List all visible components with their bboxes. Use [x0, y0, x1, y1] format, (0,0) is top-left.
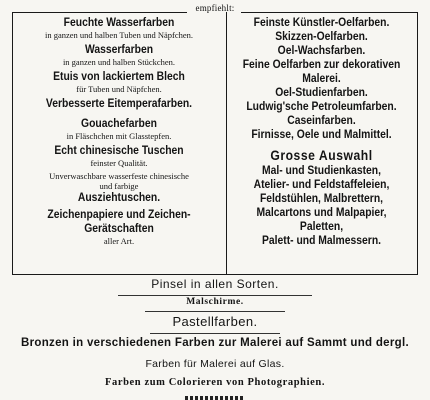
product-title: Gouachefarben — [81, 118, 157, 130]
product-title: Feinste Künstler-Oelfarben. — [253, 17, 390, 29]
left-column — [13, 16, 225, 246]
product-title: Verbesserte Eitemperafarben. — [45, 98, 193, 110]
list-item: Malcartons und Malpapier, — [256, 207, 387, 219]
photo-line: Farben zum Colorieren von Photographien. — [104, 377, 326, 388]
glass-line: Farben für Malerei auf Glas. — [145, 358, 285, 370]
product-subtitle: für Tuben und Näpfchen. — [76, 84, 162, 94]
frame-top-rule-left — [12, 12, 187, 13]
list-item: Palett- und Malmessern. — [261, 235, 382, 247]
product-subtitle: aller Art. — [103, 236, 135, 246]
list-item: Atelier- und Feldstaffeleien, — [253, 179, 390, 191]
separator-rule — [150, 333, 280, 334]
selection-heading: Grosse Auswahl — [270, 148, 373, 163]
product-title: Oel-Studienfarben. — [275, 87, 368, 99]
product-title: Malerei. — [302, 73, 341, 85]
frame-top-rule-right — [241, 12, 417, 13]
product-title: Feuchte Wasserfarben — [63, 17, 175, 29]
product-subtitle: in ganzen und halben Stückchen. — [62, 57, 176, 67]
product-subtitle: Unverwaschbare wasserfeste chinesische — [49, 171, 189, 181]
pastel-line: Pastellfarben. — [172, 314, 258, 329]
product-subtitle: in ganzen und halben Tuben und Näpfchen. — [44, 30, 193, 40]
product-subtitle: in Fläschchen mit Glasstepfen. — [66, 131, 172, 141]
product-title: Skizzen-Oelfarben. — [275, 31, 368, 43]
product-title: Caseinfarben. — [287, 115, 356, 127]
product-title: Firnisse, Oele und Malmittel. — [251, 129, 392, 141]
list-item: Mal- und Studienkasten, — [261, 165, 382, 177]
list-item: Feldstühlen, Malbrettern, — [259, 193, 384, 205]
recommends-label: empfiehlt: — [195, 3, 235, 13]
product-title: Zeichenpapiere und Zeichen- — [47, 209, 191, 221]
product-title: Wasserfarben — [84, 44, 154, 56]
product-subtitle: und farbige — [99, 181, 139, 191]
product-title: Echt chinesische Tuschen — [54, 145, 184, 157]
right-column — [227, 16, 416, 248]
umbrellas-line: Malschirme. — [186, 297, 244, 307]
separator-rule — [145, 311, 285, 312]
product-title: Ausziehtuschen. — [77, 192, 161, 204]
bronze-line: Bronzen in verschiedenen Farben zur Malerei auf Sammt und dergl. — [21, 337, 409, 349]
cut-off-text — [185, 396, 245, 400]
product-title: Feine Oelfarben zur dekorativen — [242, 59, 401, 71]
product-subtitle: feinster Qualität. — [90, 158, 148, 168]
brushes-line: Pinsel in allen Sorten. — [151, 277, 279, 291]
list-item: Paletten, — [299, 221, 344, 233]
product-title: Oel-Wachsfarben. — [277, 45, 366, 57]
product-title: Gerätschaften — [84, 223, 154, 235]
product-title: Ludwig'sche Petroleumfarben. — [246, 101, 397, 113]
product-title: Etuis von lackiertem Blech — [53, 71, 185, 83]
separator-rule — [118, 295, 312, 296]
